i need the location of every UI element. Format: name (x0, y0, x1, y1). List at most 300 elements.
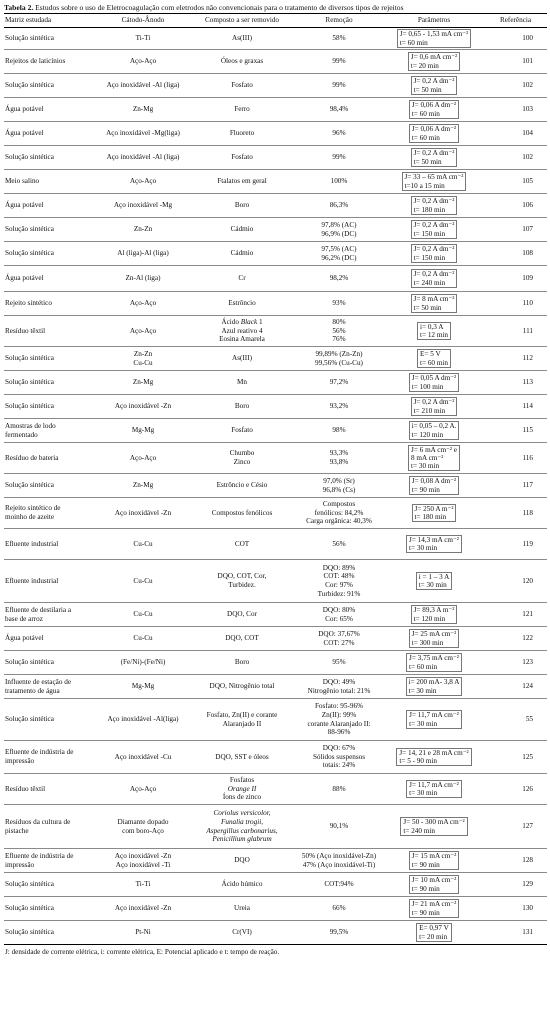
cell-remocao-line: DQO: 67% (322, 743, 356, 752)
cell-parametros-line: J= 3,75 mA cm⁻² (409, 654, 459, 663)
cell-composto (190, 741, 294, 774)
cell-parametros (384, 443, 484, 474)
cell-parametros (384, 146, 484, 170)
cell-remocao (294, 419, 384, 443)
table-row (4, 805, 547, 849)
cell-matriz (4, 50, 96, 74)
cell-parametros-line: J= 21 mA cm⁻² (411, 900, 457, 909)
table-caption (4, 3, 547, 13)
cell-composto-line: Penicillium glabrum (212, 835, 272, 844)
cell-parametros-line: J= 0,08 A dm⁻² (411, 477, 457, 486)
cell-parametros-line: t= 60 min (411, 133, 440, 142)
cell-parametros (384, 805, 484, 849)
cell-composto (190, 474, 294, 498)
cell-composto-line: Funalia trogii, (220, 817, 264, 826)
cell-matriz-line: Rejeito sintético (5, 299, 52, 308)
cell-eletrodo (96, 170, 190, 194)
cell-matriz-line: Solução sintética (5, 715, 54, 724)
table-row (4, 347, 547, 371)
cell-remocao-line: 97,0% (Sr) (323, 476, 355, 485)
cell-composto (190, 347, 294, 371)
cell-parametros (384, 651, 484, 675)
cell-matriz (4, 560, 96, 603)
cell-parametros-line: J= 8 mA cm⁻² (413, 295, 455, 304)
cell-parametros (384, 560, 484, 603)
cell-eletrodo (96, 419, 190, 443)
cell-composto-line: Óleos e graxas (220, 57, 264, 66)
cell-remocao-line: 99,89% (Zn-Zn) (315, 349, 363, 358)
cell-matriz-line: impressão (5, 757, 35, 765)
cell-remocao (294, 805, 384, 849)
cell-remocao-line: 93,8% (329, 458, 349, 466)
cell-eletrodo-line: Ti-Ti (135, 880, 151, 889)
cell-parametros-line: i= 0,3 A (419, 322, 444, 331)
cell-parametros (384, 419, 484, 443)
cell-remocao-line: 47% (Aço inoxidável-Ti) (302, 860, 376, 869)
cell-parametros (384, 699, 484, 741)
cell-matriz (4, 242, 96, 266)
cell-matriz-line: Solução sintética (5, 880, 54, 889)
cell-composto-line: Fluoreto (229, 129, 255, 138)
header-matriz: Matriz estudada (4, 14, 96, 28)
table-row (4, 292, 547, 316)
cell-remocao-line: Cor: 97% (325, 581, 353, 589)
cell-parametros (384, 849, 484, 873)
cell-eletrodo (96, 474, 190, 498)
cell-remocao (294, 651, 384, 675)
cell-composto (190, 897, 294, 921)
header-parametros: Parâmetros (384, 14, 484, 28)
cell-parametros-line: t= 300 min (411, 638, 444, 647)
cell-eletrodo (96, 98, 190, 122)
cell-composto-line: DQO, COT, Cor, (217, 572, 267, 581)
cell-parametros-line: i= 0,05 – 0,2 A. (411, 422, 457, 431)
cell-matriz-line: Solução sintética (5, 153, 54, 162)
cell-remocao (294, 498, 384, 529)
cell-referencia: 121 (484, 603, 547, 627)
cell-eletrodo-line: Ti-Ti (135, 34, 151, 43)
cell-parametros-line: t= 180 min (413, 205, 446, 214)
cell-eletrodo (96, 603, 190, 627)
cell-matriz-line: Resíduo de bateria (5, 453, 59, 462)
cell-composto-line: COT (234, 539, 250, 548)
cell-eletrodo-line: Pt-Ni (135, 928, 151, 937)
cell-referencia: 118 (484, 498, 547, 529)
header-composto: Composto a ser removido (190, 14, 294, 28)
cell-eletrodo-line: Cu-Cu (133, 634, 153, 643)
table-row (4, 651, 547, 675)
cell-composto (190, 675, 294, 699)
cell-parametros (384, 122, 484, 146)
cell-parametros (384, 627, 484, 651)
table-row (4, 242, 547, 266)
cell-composto-line: Fosfato (231, 426, 253, 435)
cell-eletrodo-line: Aço-Aço (129, 326, 157, 335)
cell-parametros-line: t= 240 min (413, 278, 446, 287)
cell-matriz (4, 146, 96, 170)
cell-eletrodo-line: Aço inoxidável -Zn (114, 851, 172, 860)
header-eletrodo: Cátodo-Ânodo (96, 14, 190, 28)
cell-composto-line: Cádmio (230, 249, 254, 258)
cell-remocao-line: 95% (332, 658, 346, 667)
cell-matriz-line: Solução sintética (5, 481, 54, 490)
cell-remocao (294, 371, 384, 395)
cell-matriz-line: Efluente de indústria de (5, 748, 74, 757)
cell-remocao-line: 66% (332, 904, 346, 913)
table-row (4, 741, 547, 774)
cell-eletrodo (96, 849, 190, 873)
cell-remocao (294, 316, 384, 347)
cell-eletrodo (96, 347, 190, 371)
cell-matriz-line: Resíduos da cultura de (5, 817, 71, 826)
cell-remocao (294, 395, 384, 419)
cell-eletrodo (96, 74, 190, 98)
cell-matriz-line: base de arroz (5, 614, 43, 623)
cell-referencia: 109 (484, 266, 547, 292)
table-row (4, 316, 547, 347)
cell-parametros-line: J= 0,2 A dm⁻² (413, 270, 455, 279)
cell-eletrodo-line: Cu-Cu (133, 358, 153, 367)
cell-referencia: 101 (484, 50, 547, 74)
cell-matriz (4, 218, 96, 242)
cell-remocao-line: Fosfato: 95-96% (314, 702, 364, 711)
cell-parametros-line: t= 60 min (399, 38, 428, 47)
cell-parametros-line: t= 20 min (419, 932, 448, 941)
cell-parametros-line: i= 200 mA- 3,8 A (408, 678, 460, 687)
cell-remocao (294, 122, 384, 146)
cell-eletrodo-line: Zn-Al (liga) (125, 274, 161, 283)
cell-composto-line: Zinco (233, 458, 251, 466)
cell-parametros-line: J= 89,3 A m⁻² (413, 606, 455, 615)
cell-parametros (384, 675, 484, 699)
cell-matriz (4, 266, 96, 292)
cell-parametros-line: t= 30 min (409, 719, 438, 728)
cell-eletrodo-line: Aço inoxidável -Mg (113, 201, 173, 210)
cell-eletrodo (96, 741, 190, 774)
cell-composto (190, 805, 294, 849)
header-remocao: Remoção (294, 14, 384, 28)
cell-parametros-line: 8 mA cm⁻² (411, 453, 444, 462)
cell-composto-line: Boro (234, 402, 250, 411)
cell-parametros-line: t= 60 min (419, 358, 448, 367)
cell-referencia: 130 (484, 897, 547, 921)
cell-referencia: 131 (484, 921, 547, 945)
cell-matriz (4, 347, 96, 371)
cell-parametros (384, 266, 484, 292)
cell-composto-line: Ácido húmico (221, 880, 263, 889)
cell-composto-line: Ureia (234, 904, 250, 913)
cell-composto (190, 266, 294, 292)
cell-parametros-line: t= 50 min (413, 85, 442, 94)
cell-referencia: 108 (484, 242, 547, 266)
cell-referencia: 119 (484, 529, 547, 560)
cell-remocao-line: 93,3% (329, 449, 349, 458)
cell-composto (190, 218, 294, 242)
cell-eletrodo-line: Aço-Aço (129, 57, 157, 66)
cell-eletrodo-line: Aço inoxidável -Zn (114, 904, 172, 913)
cell-composto (190, 560, 294, 603)
cell-parametros (384, 218, 484, 242)
cell-matriz-line: Solução sintética (5, 249, 54, 258)
cell-composto (190, 316, 294, 347)
cell-matriz (4, 529, 96, 560)
cell-matriz-line: Solução sintética (5, 354, 54, 363)
cell-matriz (4, 170, 96, 194)
cell-eletrodo (96, 498, 190, 529)
cell-matriz (4, 316, 96, 347)
cell-remocao (294, 50, 384, 74)
cell-composto-line: Compostos fenólicos (211, 508, 273, 517)
cell-matriz-line: Efluente de destilaria a (5, 605, 72, 614)
cell-remocao-line: 76% (332, 335, 346, 344)
caption-text: Estudos sobre o uso de Eletrocoagulação com eletrodos não convencionais para o tratamento de diversos tipos de rejeitos (33, 3, 404, 12)
cell-composto-line: Cr(VI) (232, 928, 252, 937)
cell-remocao (294, 675, 384, 699)
cell-remocao (294, 560, 384, 603)
table-row (4, 560, 547, 603)
cell-referencia: 126 (484, 774, 547, 805)
cell-referencia: 104 (484, 122, 547, 146)
cell-remocao-line: Nitrogênio total: 21% (307, 686, 371, 695)
cell-parametros (384, 28, 484, 50)
cell-remocao (294, 242, 384, 266)
cell-eletrodo-line: Zn-Zn (133, 349, 153, 358)
cell-matriz (4, 371, 96, 395)
cell-referencia: 127 (484, 805, 547, 849)
cell-referencia: 117 (484, 474, 547, 498)
cell-parametros (384, 74, 484, 98)
cell-remocao-line: 99% (332, 153, 346, 162)
cell-eletrodo-line: Aço inoxidável -Al (liga) (106, 81, 180, 90)
table-body (4, 28, 547, 945)
cell-remocao-line: 99% (332, 57, 346, 66)
cell-parametros (384, 347, 484, 371)
cell-parametros-line: J= 6 mA cm⁻² e (411, 445, 457, 454)
table-row (4, 74, 547, 98)
cell-parametros-line: t= 5 - 90 min (399, 757, 437, 765)
cell-eletrodo (96, 146, 190, 170)
cell-matriz-line: Solução sintética (5, 928, 54, 937)
cell-parametros-line: J= 250 A m⁻² (414, 504, 454, 513)
cell-matriz (4, 498, 96, 529)
cell-composto-line: DQO, COT (225, 634, 259, 643)
cell-eletrodo-line: Cu-Cu (133, 539, 153, 548)
cell-parametros-line: t=10 a 15 min (404, 181, 445, 190)
cell-matriz-line: Água potável (5, 274, 44, 283)
cell-matriz-line: Efluente de indústria de (5, 851, 74, 860)
cell-remocao-line: 97,5% (AC) (321, 244, 357, 253)
cell-composto (190, 699, 294, 741)
cell-composto-line: Íons de zinco (222, 793, 262, 802)
cell-composto-line: Estrôncio e Césio (216, 481, 268, 490)
cell-referencia: 122 (484, 627, 547, 651)
cell-matriz (4, 651, 96, 675)
cell-parametros-line: J= 0,65 - 1,53 mA cm⁻² (399, 30, 469, 39)
table-row (4, 474, 547, 498)
cell-parametros-line: J= 0,6 mA cm⁻² (410, 53, 458, 62)
cell-parametros (384, 371, 484, 395)
cell-eletrodo-line: Zn-Zn (133, 225, 153, 234)
cell-matriz (4, 627, 96, 651)
cell-remocao-line: 100% (330, 177, 348, 186)
table-row (4, 371, 547, 395)
cell-eletrodo-line: Zn-Mg (132, 105, 154, 114)
cell-referencia: 116 (484, 443, 547, 474)
cell-parametros (384, 98, 484, 122)
cell-eletrodo-line: Cu-Cu (133, 610, 153, 619)
cell-remocao-line: 56% (332, 539, 346, 548)
cell-composto (190, 651, 294, 675)
cell-parametros-line: J= 14, 21 e 28 mA cm⁻² (399, 748, 469, 757)
cell-matriz-line: Água potável (5, 105, 44, 114)
cell-eletrodo (96, 675, 190, 699)
cell-matriz (4, 741, 96, 774)
cell-remocao-line: 93,2% (329, 402, 349, 411)
cell-parametros-line: t= 90 min (411, 908, 440, 917)
cell-remocao-line: COT: 48% (323, 572, 355, 581)
cell-composto (190, 603, 294, 627)
cell-eletrodo-line: Al (liga)-Al (liga) (117, 249, 169, 258)
cell-matriz (4, 774, 96, 805)
cell-parametros-line: J= 0,2 A dm⁻² (413, 221, 455, 230)
table-row (4, 873, 547, 897)
cell-referencia: 105 (484, 170, 547, 194)
cell-remocao (294, 194, 384, 218)
table-row (4, 699, 547, 741)
cell-referencia: 114 (484, 395, 547, 419)
cell-parametros-line: J= 25 mA cm⁻² (411, 630, 457, 639)
cell-remocao (294, 741, 384, 774)
cell-remocao (294, 98, 384, 122)
cell-remocao-line: 88% (332, 784, 346, 793)
cell-eletrodo-line: Aço inoxidável -Mg(liga) (106, 129, 180, 138)
cell-parametros-line: t= 120 min (413, 614, 446, 623)
table-row (4, 603, 547, 627)
cell-remocao (294, 28, 384, 50)
cell-composto (190, 419, 294, 443)
cell-parametros (384, 603, 484, 627)
cell-remocao-line: 88-96% (327, 728, 351, 737)
table-row (4, 849, 547, 873)
cell-remocao-line: Compostos (322, 499, 356, 508)
table-row (4, 98, 547, 122)
cell-matriz-line: Solução sintética (5, 378, 54, 387)
cell-remocao (294, 774, 384, 805)
cell-parametros-line: J= 0,2 A dm⁻² (413, 245, 455, 254)
cell-matriz-line: fermentado (5, 430, 38, 439)
cell-composto-line: Ftalatos em geral (217, 177, 267, 186)
cell-remocao (294, 218, 384, 242)
cell-eletrodo-line: Aço-Aço (129, 784, 157, 793)
cell-eletrodo (96, 28, 190, 50)
cell-matriz (4, 443, 96, 474)
cell-composto (190, 443, 294, 474)
cell-referencia: 106 (484, 194, 547, 218)
cell-matriz-line: impressão (5, 860, 35, 869)
cell-referencia: 55 (484, 699, 547, 741)
cell-remocao-line: DQO: 49% (322, 677, 356, 686)
cell-parametros-line: t= 20 min (410, 61, 439, 70)
table-row (4, 675, 547, 699)
cell-parametros-line: t= 240 min (403, 826, 435, 835)
cell-matriz-line: Solução sintética (5, 658, 54, 667)
cell-matriz-line: tratamento de água (5, 686, 60, 695)
cell-matriz (4, 292, 96, 316)
cell-parametros (384, 242, 484, 266)
cell-composto (190, 529, 294, 560)
cell-remocao-line: fenólicos: 84,2% (314, 508, 364, 517)
table-row (4, 921, 547, 945)
cell-parametros-line: J= 0,05 A dm⁻² (411, 374, 457, 383)
cell-eletrodo-line: Zn-Mg (132, 481, 154, 490)
cell-remocao-line: Sólidos suspensos (312, 752, 366, 761)
cell-eletrodo-line: Cu-Cu (133, 576, 153, 585)
cell-parametros (384, 474, 484, 498)
table-row (4, 419, 547, 443)
cell-referencia: 112 (484, 347, 547, 371)
cell-eletrodo (96, 371, 190, 395)
cell-matriz-line: Influente de estação de (5, 677, 72, 686)
table-row (4, 443, 547, 474)
cell-parametros (384, 897, 484, 921)
cell-parametros-line: t= 50 min (413, 157, 442, 166)
cell-eletrodo-line: Mg-Mg (131, 426, 155, 435)
cell-composto (190, 28, 294, 50)
cell-composto-line: Alaranjado II (222, 719, 262, 728)
caption-label: Tabela 2. (4, 3, 34, 12)
cell-eletrodo (96, 774, 190, 805)
cell-composto-line: Estrôncio (228, 299, 256, 308)
cell-matriz-line: Rejeito sintético de (5, 504, 61, 513)
cell-remocao-line: Zn(II): 99% (321, 710, 357, 719)
cell-eletrodo (96, 122, 190, 146)
cell-remocao (294, 873, 384, 897)
cell-remocao-line: 96,2% (DC) (321, 253, 357, 262)
cell-remocao-line: DQO: 80% (322, 605, 356, 614)
cell-eletrodo-line: Aço inoxidável -Zn (114, 402, 172, 411)
cell-remocao-line: DQO: 37,67% (318, 629, 360, 638)
cell-referencia: 115 (484, 419, 547, 443)
cell-referencia: 120 (484, 560, 547, 603)
cell-composto-line: Fosfato (231, 81, 253, 90)
cell-eletrodo-line: Diamante dopado (117, 817, 169, 826)
cell-parametros (384, 170, 484, 194)
cell-composto (190, 146, 294, 170)
table-row (4, 897, 547, 921)
cell-referencia: 110 (484, 292, 547, 316)
cell-remocao-line: 50% (Aço inoxidável-Zn) (301, 851, 377, 860)
cell-eletrodo (96, 316, 190, 347)
cell-eletrodo (96, 242, 190, 266)
cell-remocao (294, 443, 384, 474)
cell-parametros-line: t= 30 min (408, 686, 437, 695)
cell-parametros-line: t= 150 min (413, 253, 446, 262)
cell-parametros (384, 529, 484, 560)
cell-remocao-line: 58% (332, 34, 346, 43)
cell-matriz (4, 98, 96, 122)
table-row (4, 122, 547, 146)
table-row (4, 627, 547, 651)
cell-matriz (4, 122, 96, 146)
table-row (4, 395, 547, 419)
cell-composto (190, 873, 294, 897)
cell-parametros-line: J= 0,06 A dm⁻² (411, 125, 457, 134)
cell-composto-line: Turbidez. (228, 581, 256, 589)
cell-remocao-line: 90,1% (329, 822, 349, 831)
cell-composto-line: Boro (234, 201, 250, 210)
cell-matriz (4, 897, 96, 921)
cell-composto (190, 194, 294, 218)
